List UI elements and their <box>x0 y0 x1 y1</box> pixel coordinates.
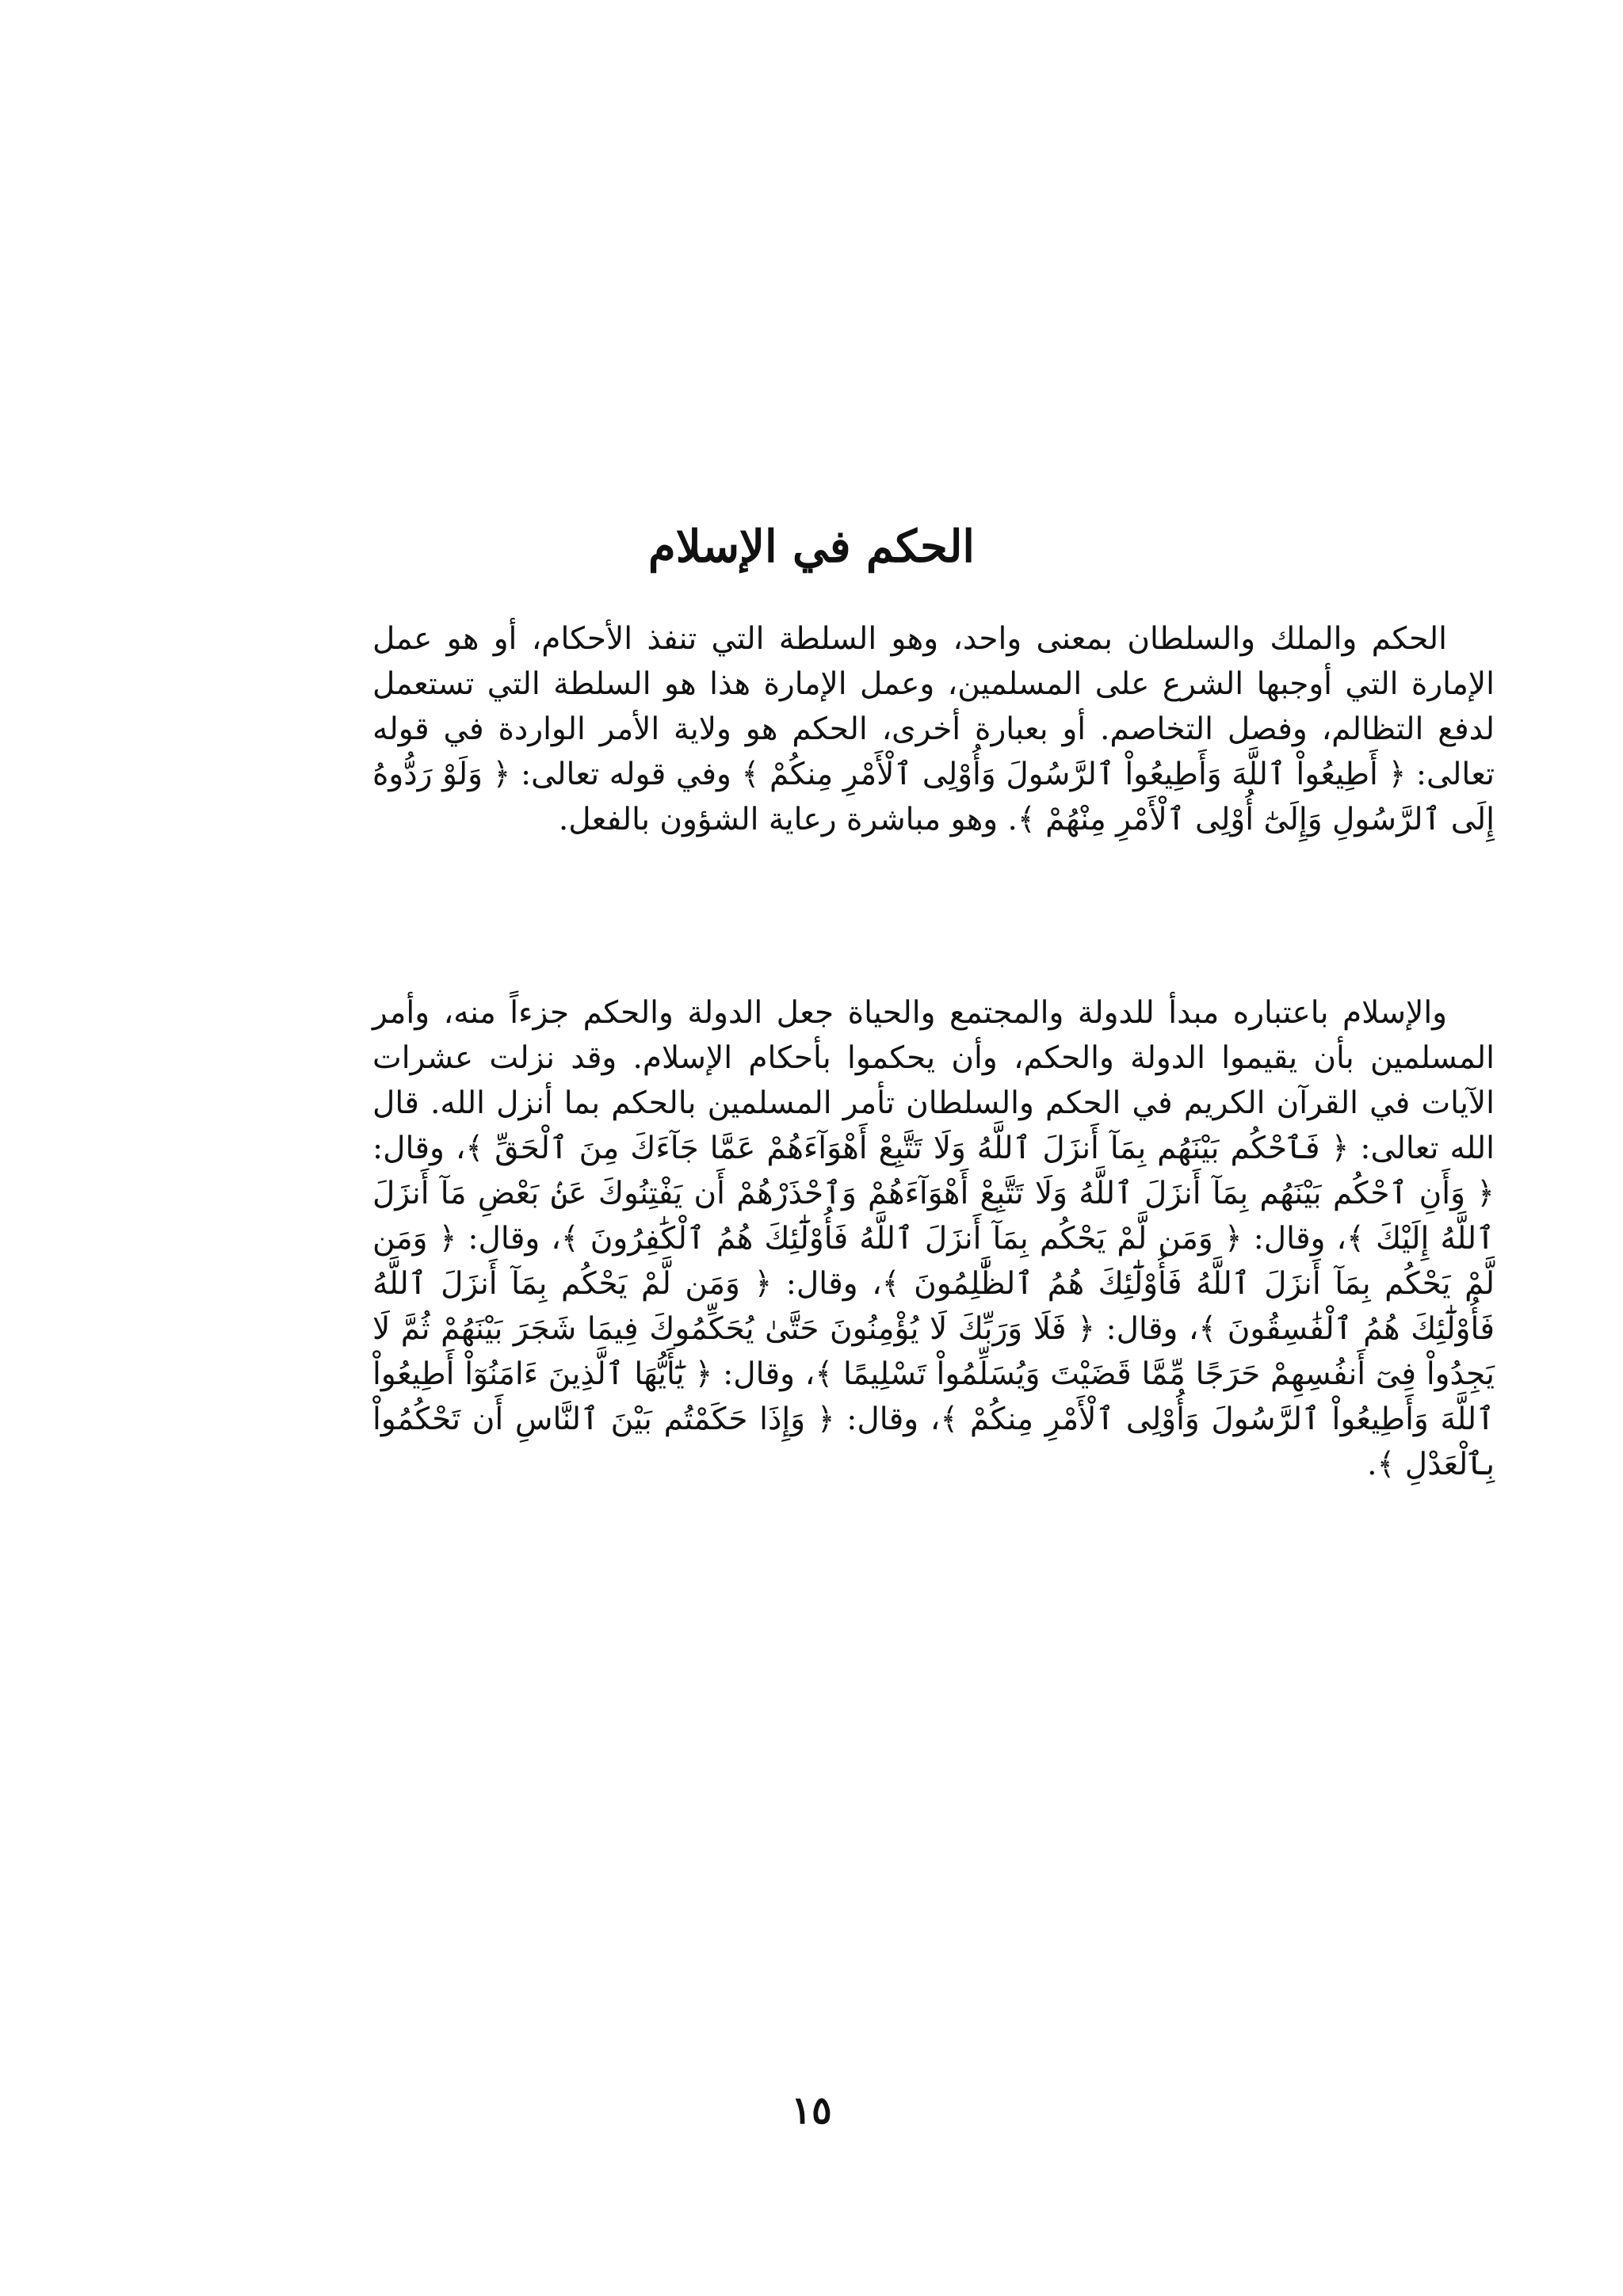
paragraph-1 <box>372 616 1495 842</box>
paragraph-1-text: الحكم والملك والسلطان بمعنى واحد، وهو السلطة التي تنفذ الأحكام، أو هو عمل الإمارة التي أوجبها الشرع على المسلمين، وعمل الإمارة هذا هو السلطة التي تستعمل لدفع التظالم، وفصل التخاصم. أو بعبارة أخرى، الحكم هو ولاية الأمر الواردة في قوله تعالى: ﴿ أَطِيعُواْ ٱللَّهَ وَأَطِيعُواْ ٱلرَّسُولَ وَأُوْلِى ٱلْأَمْرِ مِنكُمْ ﴾ وفي قوله تعالى: ﴿ وَلَوْ رَدُّوهُ إِلَى ٱلرَّسُولِ وَإِلَىٰٓ أُوْلِى ٱلْأَمْرِ مِنْهُمْ ﴾. وهو مباشرة رعاية الشؤون بالفعل. <box>372 621 1495 837</box>
paragraph-2 <box>372 990 1495 1487</box>
page-number: ١٥ <box>791 2088 832 2133</box>
page-title: الحكم في الإسلام <box>648 520 975 573</box>
paragraph-2-text: والإسلام باعتباره مبدأ للدولة والمجتمع والحياة جعل الدولة والحكم جزءاً منه، وأمر المسلمين بأن يقيموا الدولة والحكم، وأن يحكموا بأحكام الإسلام. وقد نزلت عشرات الآيات في القرآن الكريم في الحكم والسلطان تأمر المسلمين بالحكم بما أنزل الله. قال الله تعالى: ﴿ فَٱحْكُم بَيْنَهُم بِمَآ أَنزَلَ ٱللَّهُ وَلَا تَتَّبِعْ أَهْوَآءَهُمْ عَمَّا جَآءَكَ مِنَ ٱلْحَقِّ ﴾، وقال: ﴿ وَأَنِ ٱحْكُم بَيْنَهُم بِمَآ أَنزَلَ ٱللَّهُ وَلَا تَتَّبِعْ أَهْوَآءَهُمْ وَٱحْذَرْهُمْ أَن يَفْتِنُوكَ عَنۢ بَعْضِ مَآ أَنزَلَ ٱللَّهُ إِلَيْكَ ﴾، وقال: ﴿ وَمَن لَّمْ يَحْكُم بِمَآ أَنزَلَ ٱللَّهُ فَأُوْلَٰٓئِكَ هُمُ ٱلْكَٰفِرُونَ ﴾، وقال: ﴿ وَمَن لَّمْ يَحْكُم بِمَآ أَنزَلَ ٱللَّهُ فَأُوْلَٰٓئِكَ هُمُ ٱلظَّٰلِمُونَ ﴾، وقال: ﴿ وَمَن لَّمْ يَحْكُم بِمَآ أَنزَلَ ٱللَّهُ فَأُوْلَٰٓئِكَ هُمُ ٱلْفَٰسِقُونَ ﴾، وقال: ﴿ فَلَا وَرَبِّكَ لَا يُؤْمِنُونَ حَتَّىٰ يُحَكِّمُوكَ فِيمَا شَجَرَ بَيْنَهُمْ ثُمَّ لَا يَجِدُواْ فِىٓ أَنفُسِهِمْ حَرَجًا مِّمَّا قَضَيْتَ وَيُسَلِّمُواْ تَسْلِيمًا ﴾، وقال: ﴿ يَٰٓأَيُّهَا ٱلَّذِينَ ءَامَنُوٓاْ أَطِيعُواْ ٱللَّهَ وَأَطِيعُواْ ٱلرَّسُولَ وَأُوْلِى ٱلْأَمْرِ مِنكُمْ ﴾، وقال: ﴿ وَإِذَا حَكَمْتُم بَيْنَ ٱلنَّاسِ أَن تَحْكُمُواْ بِٱلْعَدْلِ ﴾. <box>372 995 1495 1482</box>
